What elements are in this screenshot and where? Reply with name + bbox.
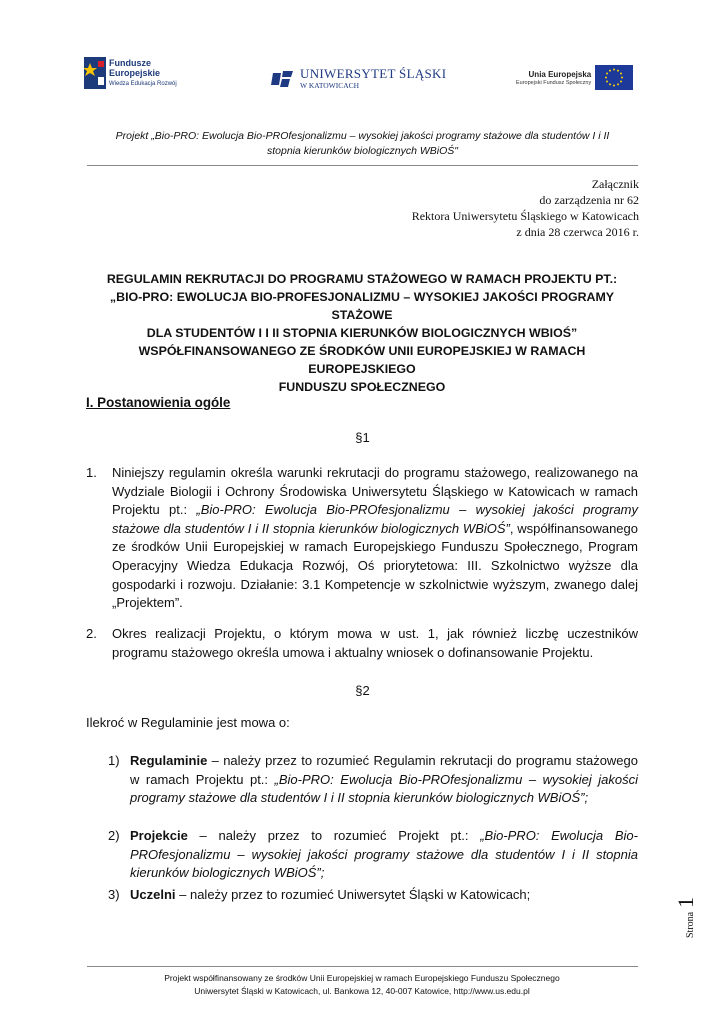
fe-logo-line1: Fundusze	[109, 57, 151, 68]
fe-logo-line2: Europejskie	[109, 67, 161, 78]
definition-number-1: 1)	[108, 753, 120, 768]
ue-logo-line2: Europejski Fundusz Społeczny	[516, 79, 592, 86]
section-heading: I. Postanowienia ogóle	[86, 395, 231, 410]
paragraph-sign-2: §2	[355, 683, 370, 698]
uniwersytet-slaski-logo	[271, 67, 446, 91]
attachment-line4: z dnia 28 czerwca 2016 r.	[516, 225, 639, 239]
title-line1: REGULAMIN REKRUTACJI DO PROGRAMU STAŻOWEGO W RAMACH PROJEKTU PT.:	[106, 272, 618, 286]
item-number-2: 2.	[86, 626, 97, 641]
us-emblem-icon	[271, 69, 295, 89]
definition-2-project-title: „Bio-PRO: Ewolucja Bio-PROfesjonalizmu – wysokiej jakości programy stażowe dla studentów I i II stopnia kierunków biologicznych WBiOŚ”;	[130, 828, 638, 881]
paragraph-sign-1: §1	[355, 430, 370, 445]
title-line2: „BIO-PRO: EWOLUCJA BIO-PROFESJONALIZMU – WYSOKIEJ JAKOŚCI PROGRAMY STAŻOWE	[109, 290, 615, 322]
definition-number-3: 3)	[108, 887, 120, 902]
definition-3-text: – należy przez to rozumieć Uniwersytet Śląski w Katowicach;	[175, 887, 531, 902]
title-line3: DLA STUDENTÓW I I II STOPNIA KIERUNKÓW BIOLOGICZNYCH WBIOŚ”	[146, 326, 578, 340]
definition-2	[130, 827, 638, 883]
us-logo-line1: UNIWERSYTET ŚLĄSKI	[300, 66, 447, 81]
attachment-line3: Rektora Uniwersytetu Śląskiego w Katowicach	[411, 209, 639, 223]
attachment-info	[412, 176, 639, 240]
header-divider	[87, 165, 638, 166]
project-header-line2: stopnia kierunków biologicznych WBiOŚ"	[266, 145, 459, 157]
definition-1-text: – należy przez to rozumieć Regulamin rekrutacji do programu stażowego w ramach Projektu pt.:	[130, 753, 638, 787]
project-header-line1: Projekt „Bio-PRO: Ewolucja Bio-PROfesjonalizmu – wysokiej jakości programy stażowe dla studentów I i II	[115, 130, 610, 142]
item-2: Okres realizacji Projektu, o którym mowa w ust. 1, jak również liczbę uczestników programu stażowego określa umowa i aktualny wniosek o dofinansowanie Projektu.	[112, 626, 638, 660]
page-number-value: 1	[673, 896, 698, 908]
definition-1	[130, 752, 638, 808]
eu-flag-icon	[595, 65, 633, 90]
fundusze-europejskie-logo	[84, 57, 177, 89]
title-line4: WSPÓŁFINANSOWANEGO ZE ŚRODKÓW UNII EUROPEJSKIEJ W RAMACH EUROPEJSKIEGO	[138, 344, 586, 376]
item-1-text-c: , współfinansowanego ze środków Unii Europejskiej w ramach Europejskiego Funduszu Społecznego, Program Operacyjny Wiedza Edukacja Rozwój, Oś priorytetowa: III. Szkolnictwo wyższe dla gospodarki i rozwoju. Działanie: 3.1 Kompetencje w szkolnictwie wyższym, zwanego dalej „Projektem”.	[112, 520, 638, 611]
page-label: Strona	[685, 911, 696, 938]
fundusze-europejskie-icon	[84, 57, 106, 89]
item-1-project-title: „Bio-PRO: Ewolucja Bio-PROfesjonalizmu – wysokiej jakości programy stażowe dla studentów I i II stopnia kierunków biologicznych WBiOŚ”	[112, 502, 639, 536]
item-number-1: 1.	[86, 465, 97, 480]
footer	[86, 972, 638, 998]
header-logos	[84, 55, 640, 95]
definition-1-term: Regulaminie	[130, 753, 208, 768]
page-number	[673, 868, 703, 948]
unia-europejska-logo	[516, 65, 633, 90]
fe-logo-line3: Wiedza Edukacja Rozwój	[109, 80, 177, 87]
item-1	[112, 464, 638, 613]
document-title	[86, 270, 638, 396]
item-1-text-a: Niniejszy regulamin określa warunki rekrutacji do programu stażowego, realizowanego na Wydziale Biologii i Ochrony Środowiska Uniwersytetu Śląskiego w Katowicach w ramach Projektu pt.:	[112, 465, 638, 518]
definitions-intro: Ilekroć w Regulaminie jest mowa o:	[86, 715, 290, 730]
us-logo-line2: W KATOWICACH	[300, 81, 360, 90]
footer-line2: Uniwersytet Śląski w Katowicach, ul. Bankowa 12, 40-007 Katowice, http://www.us.edu.pl	[194, 986, 530, 996]
ue-logo-line1: Unia Europejska	[528, 69, 592, 79]
attachment-line1: Załącznik	[591, 177, 639, 191]
definition-3	[130, 886, 638, 905]
definition-3-term: Uczelni	[130, 887, 176, 902]
definition-number-2: 2)	[108, 828, 120, 843]
definition-2-text: – należy przez to rozumieć Projekt pt.:	[187, 828, 481, 843]
project-header	[96, 129, 629, 159]
attachment-line2: do zarządzenia nr 62	[539, 193, 639, 207]
definition-1-project-title: „Bio-PRO: Ewolucja Bio-PROfesjonalizmu – wysokiej jakości programy stażowe dla studentów I i II stopnia kierunków biologicznych WBiOŚ”;	[130, 771, 638, 806]
footer-divider	[87, 966, 638, 967]
title-line5: FUNDUSZU SPOŁECZNEGO	[278, 380, 446, 394]
definition-2-term: Projekcie	[130, 828, 188, 843]
footer-line1: Projekt współfinansowany ze środków Unii Europejskiej w ramach Europejskiego Funduszu Społecznego	[164, 973, 560, 983]
